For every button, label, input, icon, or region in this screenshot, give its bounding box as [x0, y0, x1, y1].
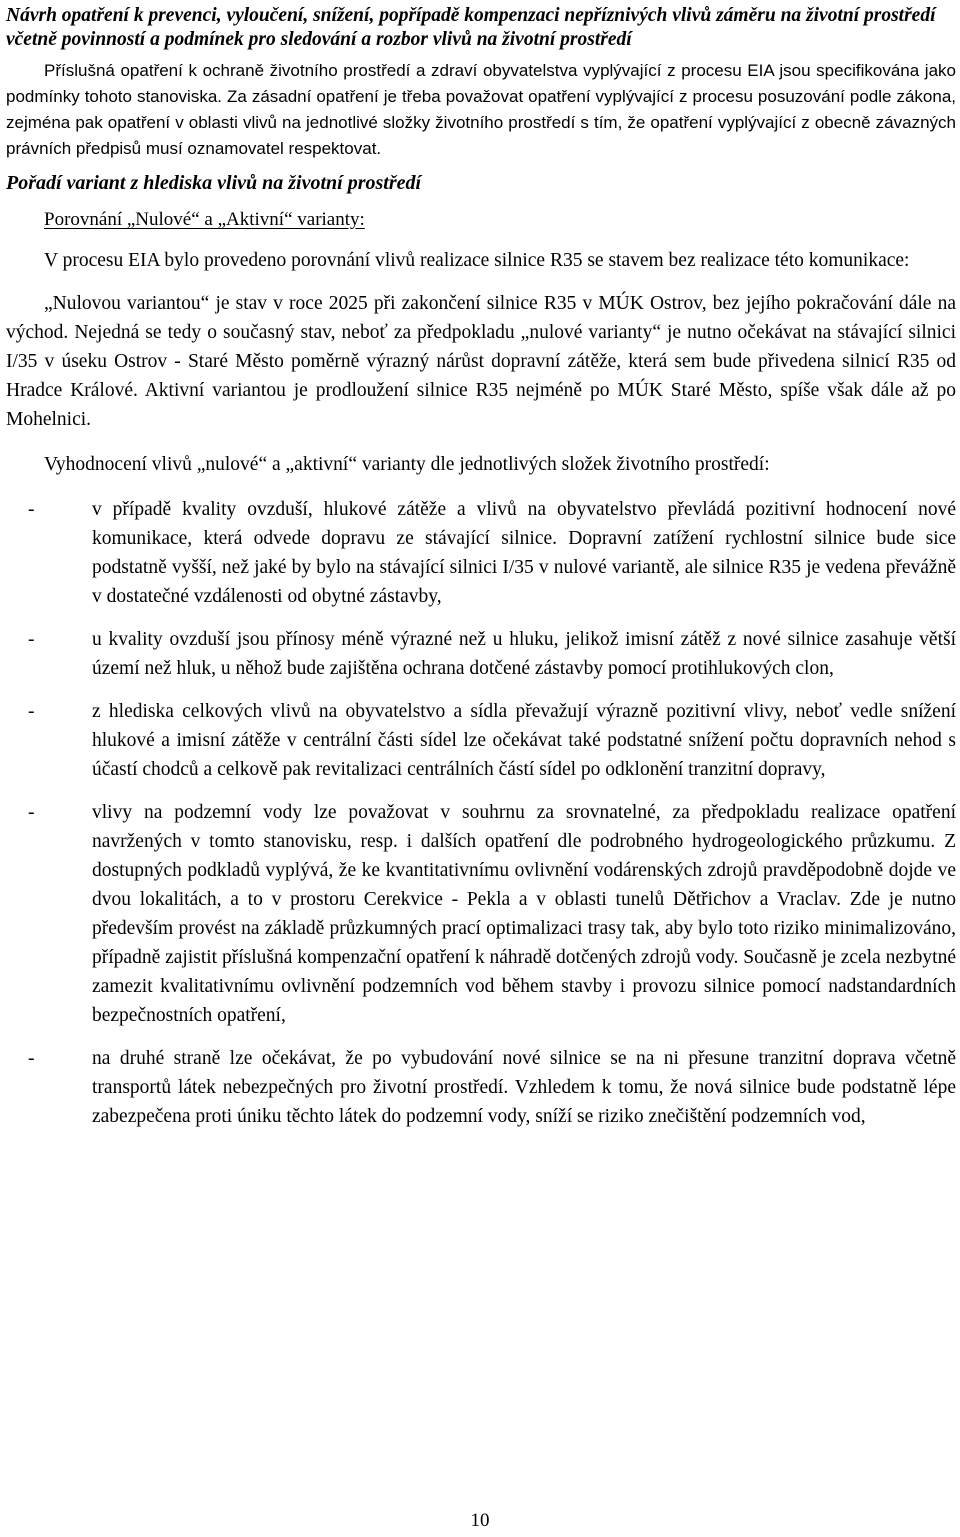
evaluation-list [6, 495, 956, 1131]
list-item [6, 798, 956, 1030]
list-item-text: v případě kvality ovzduší, hlukové zátěže a vlivů na obyvatelstvo převládá pozitivní hodnocení nové komunikace, která odvede dopravu ze stávající silnice. Dopravní zatížení rychlostní silnice bude sice podstatně vyšší, než jaké by bylo na stávající silnici I/35 v nulové variantě, ale silnice R35 je vedena převážně v dostatečné vzdálenosti od obytné zástavby, [92, 499, 956, 607]
comparison-subheading: Porovnání „Nulové“ a „Aktivní“ varianty: [44, 209, 365, 230]
document-page [6, 0, 956, 1145]
list-item [6, 625, 956, 683]
list-item [6, 495, 956, 611]
dash-bullet: - [28, 701, 35, 722]
list-item-text: u kvality ovzduší jsou přínosy méně výrazné než u hluku, jelikož imisní zátěž z nové silnice zasahuje větší území než hluk, u něhož bude zajištěna ochrana dotčené zástavby pomocí protihlukových clon, [92, 629, 956, 679]
paragraph-variants: „Nulovou variantou“ je stav v roce 2025 při zakončení silnice R35 v MÚK Ostrov, bez jejího pokračování dále na východ. Nejedná se tedy o současný stav, neboť za předpokladu „nulové varianty“ je nutno očekávat na stávající silnici I/35 v úseku Ostrov - Staré Město poměrně výrazný nárůst dopravní zátěže, která sem bude přivedena silnicí R35 od Hradce Králové. Aktivní variantou je prodloužení silnice R35 nejméně po MÚK Staré Město, spíše však dále až po Mohelnici. [6, 293, 956, 430]
list-item-text: z hlediska celkových vlivů na obyvatelstvo a sídla převažují výrazně pozitivní vlivy, neboť vedle snížení hlukové a imisní zátěže v centrální části sídel lze očekávat také podstatné snížení počtu dopravních nehod s účastí chodců a celkově pak revitalizaci centrálních částí sídel po odklonění tranzitní dopravy, [92, 701, 956, 780]
list-item [6, 697, 956, 784]
paragraph-evaluation: Vyhodnocení vlivů „nulové“ a „aktivní“ varianty dle jednotlivých složek životního prostředí: [44, 454, 770, 475]
paragraph-eia-comparison: V procesu EIA bylo provedeno porovnání vlivů realizace silnice R35 se stavem bez realizace této komunikace: [44, 250, 910, 271]
page-number: 10 [470, 1510, 490, 1531]
dash-bullet: - [28, 499, 35, 520]
dash-bullet: - [28, 802, 35, 823]
list-item-text: na druhé straně lze očekávat, že po vybudování nové silnice se na ni přesune tranzitní doprava včetně transportů látek nebezpečných pro životní prostředí. Vzhledem k tomu, že nová silnice bude podstatně lépe zabezpečena proti úniku těchto látek do podzemní vody, sníží se riziko znečištění podzemních vod, [92, 1048, 956, 1127]
dash-bullet: - [28, 629, 35, 650]
section-title: Pořadí variant z hlediska vlivů na životní prostředí [6, 172, 422, 194]
list-item [6, 1044, 956, 1131]
document-heading: Návrh opatření k prevenci, vyloučení, snížení, popřípadě kompenzaci nepříznivých vlivů záměru na životní prostředí včetně povinností a podmínek pro sledování a rozbor vlivů na životní prostředí [6, 5, 936, 50]
list-item-text: vlivy na podzemní vody lze považovat v souhrnu za srovnatelné, za předpokladu realizace opatření navržených v tomto stanovisku, resp. i dalších opatření dle podrobného hydrogeologického průzkumu. Z dostupných podkladů vyplývá, že ke kvantitativnímu ovlivnění vodárenských zdrojů pravděpodobně dojde ve dvou lokalitách, a to v prostoru Cerekvice - Pekla a v oblasti tunelů Dětřichov a Vraclav. Zde je nutno především provést na základě průzkumných prací optimalizaci trasy tak, aby bylo toto riziko minimalizováno, případně zajistit příslušná kompenzační opatření k náhradě dotčených zdrojů vody. Současně je zcela nezbytné zamezit kvalitativnímu ovlivnění podzemních vod během stavby i provozu silnice pomocí nadstandardních bezpečnostních opatření, [92, 802, 956, 1026]
dash-bullet: - [28, 1048, 35, 1069]
intro-paragraph: Příslušná opatření k ochraně životního prostředí a zdraví obyvatelstva vyplývající z procesu EIA jsou specifikována jako podmínky tohoto stanoviska. Za zásadní opatření je třeba považovat opatření vyplývající z procesu posuzování podle zákona, zejména pak opatření v oblasti vlivů na jednotlivé složky životního prostředí s tím, že opatření vyplývající z obecně závazných právních předpisů musí oznamovatel respektovat. [6, 61, 956, 158]
